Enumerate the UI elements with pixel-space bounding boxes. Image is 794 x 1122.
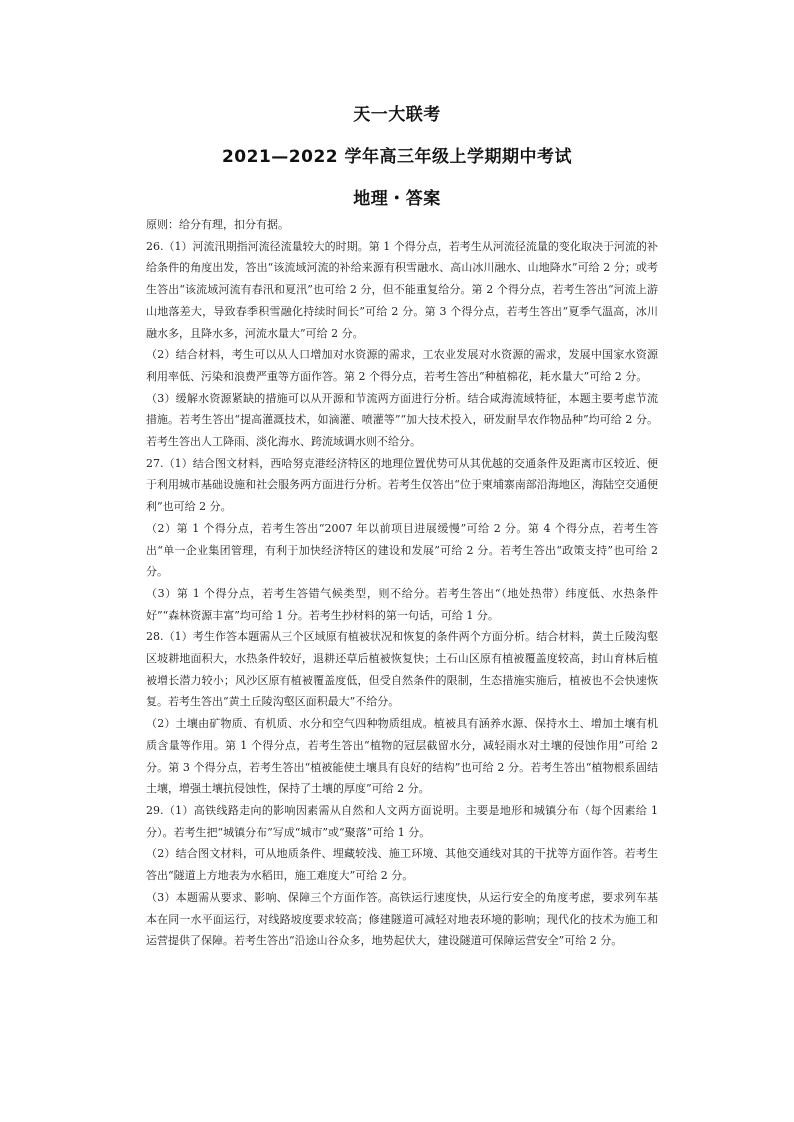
document-header <box>0 104 794 210</box>
answer-q27-part2: （2）第 1 个得分点，若考生答出“2007 年以前项目进展缓慢”可给 2 分。第 4 个得分点，若考生答出“单一企业集团管理，有利于加快经济特区的建设和发展”可给 2 分。若考生答出“政策支持”也可给 2 分。 <box>146 521 658 579</box>
grading-principle: 原则：给分有理，扣分有据。 <box>146 218 289 231</box>
exam-name-title: 2021—2022 学年高三年级上学期期中考试 <box>221 147 573 167</box>
answer-q26-part2: （2）结合材料，考生可以从人口增加对水资源的需求，工农业发展对水资源的需求，发展中国家水资源利用率低、污染和浪费严重等方面作答。第 2 个得分点，若考生答出“种植棉花，耗水量大”可给 2 分。 <box>146 348 658 383</box>
exam-organizer-title: 天一大联考 <box>353 105 441 125</box>
answer-q28-part2: （2）土壤由矿物质、有机质、水分和空气四种物质组成。植被具有涵养水源、保持水土、增加土壤有机质含量等作用。第 1 个得分点，若考生答出“植物的冠层截留水分，减轻雨水对土壤的侵蚀作用”可给 2 分。第 3 个得分点，若考生答出“植被能使土壤具有良好的结构”也可给 2 分。若考生答出“植物根系固结土壤，增强土壤抗侵蚀性，保持了土壤的厚度”可给 2 分。 <box>146 717 658 796</box>
answer-q29-part3: （3）本题需从要求、影响、保障三个方面作答。高铁运行速度快，从运行安全的角度考虑，要求列车基本在同一水平面运行，对线路坡度要求较高；修建隧道可减轻对地表环境的影响；现代化的技术为施工和运营提供了保障。若考生答出“沿途山谷众多，地势起伏大，建设隧道可保障运营安全”可给 2 分。 <box>146 890 658 948</box>
answer-q26-part3: （3）缓解水资源紧缺的措施可以从开源和节流两方面进行分析。结合咸海流域特征，本题主要考虑节流措施。若考生答出“提高灌溉技术，如滴灌、喷灌等”“加大技术投入，研发耐旱农作物品种”均可给 2 分。若考生答出人工降雨、淡化海水、跨流域调水则不给分。 <box>146 391 658 449</box>
subject-title: 地理・答案 <box>353 189 441 209</box>
answer-q26-part1: 26.（1）河流汛期指河流径流量较大的时期。第 1 个得分点，若考生从河流径流量的变化取决于河流的补给条件的角度出发，答出“该流域河流的补给来源有积雪融水、高山冰川融水、山地降水”可给 2 分；或考生答出“该流域河流有春汛和夏汛”也可给 2 分，但不能重复给分。第 2 个得分点，若考生答出“河流上游山地落差大，导致春季积雪融化持续时间长”可给 2 分。第 3 个得分点，若考生答出“夏季气温高，冰川融水多，且降水多，河流水量大”可给 2 分。 <box>146 239 658 340</box>
answer-q29-part2: （2）结合图文材料，可从地质条件、埋藏较浅、施工环境、其他交通线对其的干扰等方面作答。若考生答出“隧道上方地表为水稻田，施工难度大”可给 2 分。 <box>146 847 658 883</box>
answer-q28-part1: 28.（1）考生作答本题需从三个区域原有植被状况和恢复的条件两个方面分析。结合材料，黄土丘陵沟壑区坡耕地面积大，水热条件较好，退耕还草后植被恢复快；土石山区原有植被覆盖度较高，封山育林后植被增长潜力较小；风沙区原有植被覆盖度低，但受自然条件的限制，生态措施实施后，植被也不会快速恢复。若考生答出“黄土丘陵沟壑区面积最大”不给分。 <box>146 630 658 709</box>
answer-q29-part1: 29.（1）高铁线路走向的影响因素需从自然和人文两方面说明。主要是地形和城镇分布（每个因素给 1 分）。若考生把“城镇分布”写成“城市”或“聚落”可给 1 分。 <box>146 803 658 839</box>
answer-q27-part1: 27.（1）结合图文材料，西哈努克港经济特区的地理位置优势可从其优越的交通条件及距离市区较近、便于利用城市基础设施和社会服务两方面进行分析。若考生仅答出“位于柬埔寨南部沿海地区，海陆空交通便利”也可给 2 分。 <box>146 456 658 514</box>
answer-body <box>146 214 658 952</box>
answer-q27-part3: （3）第 1 个得分点，若考生答错气候类型，则不给分。若考生答出“（地处热带）纬度低、水热条件好”“森林资源丰富”均可给 1 分。若考生抄材料的第一句话，可给 1 分。 <box>146 586 658 622</box>
